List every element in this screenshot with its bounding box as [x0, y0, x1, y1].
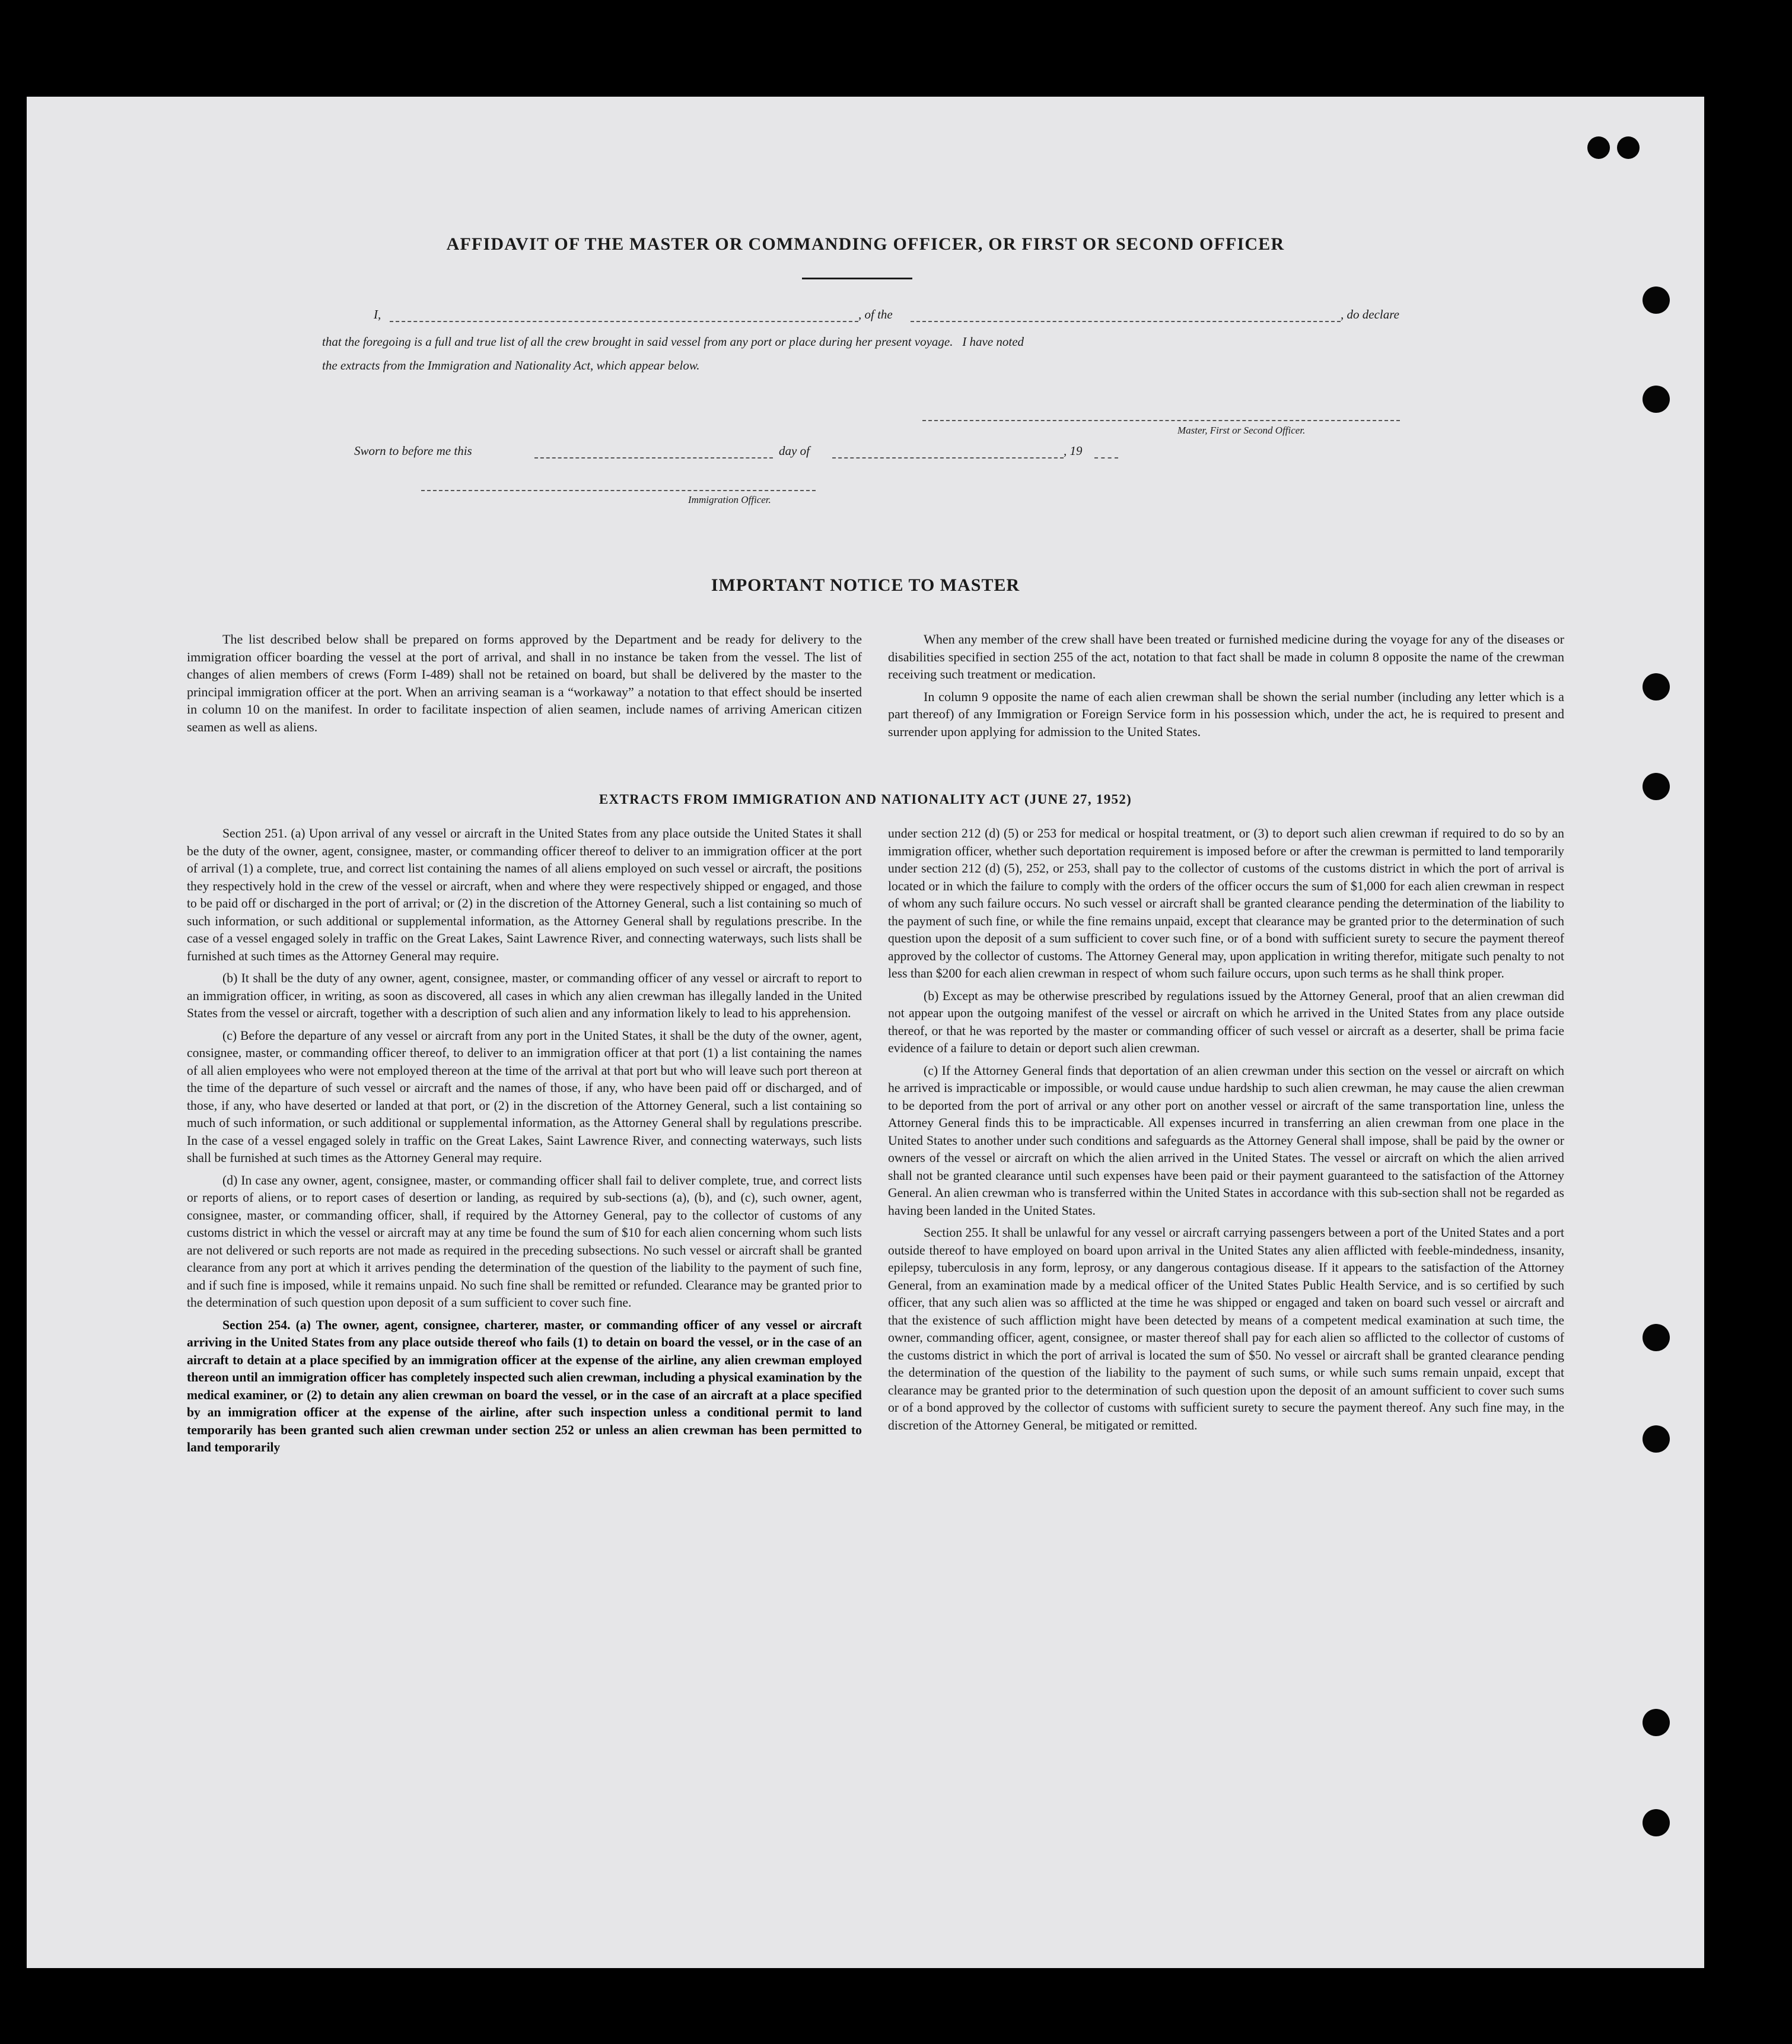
- section-251-d: (d) In case any owner, agent, consignee, master, or commanding officer shall fail to deliver complete, true, and correct lists or reports of aliens, or to report cases of desertion or landing, as required by sub-sections (a), (b), and (c), such owner, agent, consignee, master, or commanding officer, shall, if required by the Attorney General, pay to the collector of customs of any customs district in which the vessel or aircraft may at any time be found the sum of $10 for each alien concerning whom such lists are not delivered or such reports are not made as required in the preceding subsections. No such vessel or aircraft shall be granted clearance from any port at which it arrives pending the determination of the question of the liability to the payment of such fine, and if such fine is imposed, while it remains unpaid. No such fine shall be remitted or refunded. Clearance may be granted prior to the determination of such question upon deposit of a sum sufficient to cover such fine.: [187, 1173, 862, 1310]
- notice-right-paragraph-2: In column 9 opposite the name of each alien crewman shall be shown the serial number (including any letter which is a part thereof) of any Immigration or Foreign Service form in his possession which, under the act, he is required to present and surrender upon applying for admission to the United States.: [888, 689, 1564, 739]
- notice-right-paragraph-1: When any member of the crew shall have been treated or furnished medicine during the voyage for any of the diseases or disabilities specified in section 255 of the act, notation to that fact shall be made in column 8 opposite the name of the crewman receiving such treatment or medication.: [888, 632, 1564, 682]
- punch-hole: [1643, 286, 1670, 314]
- section-254-b: (b) Except as may be otherwise prescribed by regulations issued by the Attorney General, proof that an alien crewman did not appear upon the outgoing manifest of the vessel or aircraft on which he arrived in the United States from any place outside thereof, or that he was reported by the master or commanding officer of such vessel or aircraft as a deserter, shall be prima facie evidence of a failure to detain or deport such alien crewman.: [888, 988, 1564, 1055]
- section-251-a: Section 251. (a) Upon arrival of any vessel or aircraft in the United States from any place outside the United States it shall be the duty of the owner, agent, consignee, master, or commanding officer thereof to deliver to an immigration officer at the port of arrival (1) a complete, true, and correct list containing the names of all aliens employed on such vessel or aircraft, the positions they respectively hold in the crew of the vessel or aircraft, when and where they were respectively shipped or engaged, and those to be paid off or discharged in the port of arrival; or (2) in the discretion of the Attorney General, such a list containing so much of such information, or such additional or supplemental information, as the Attorney General shall by regulations prescribe. In the case of a vessel engaged solely in traffic on the Great Lakes, Saint Lawrence River, and connecting waterways, such lists shall be furnished at such times as the Attorney General may require.: [187, 826, 862, 963]
- punch-hole: [1643, 1425, 1670, 1453]
- punch-hole: [1617, 136, 1640, 159]
- section-251-c: (c) Before the departure of any vessel or aircraft from any port in the United States, it shall be the duty of the owner, agent, consignee, master, or commanding officer thereof, to deliver to an immigration officer at that port (1) a list containing the names of all alien employees who were not employed thereon at the time of the arrival at that port but who will leave such port thereon at the time of the departure of such vessel or aircraft and the names of those, if any, who have been paid off or discharged, and of those, if any, who have deserted or landed at that port, or (2) in the discretion of the Attorney General, such a list containing so much of such information, or such additional or supplemental information, as the Attorney General shall by regulations prescribe. In the case of a vessel engaged solely in traffic on the Great Lakes, Saint Lawrence River, and connecting waterways, such lists shall be furnished at such times as the Attorney General may require.: [187, 1028, 862, 1165]
- statement-line-1: that the foregoing is a full and true list of all the crew brought in said vessel from any port or place during her present voyage. I have noted: [322, 335, 1024, 349]
- notice-left-column: [187, 631, 862, 741]
- do-declare-label: , do declare: [1341, 307, 1399, 321]
- name-blank[interactable]: [390, 321, 858, 322]
- sworn-label: Sworn to before me this: [354, 444, 472, 458]
- punch-hole: [1587, 136, 1610, 159]
- master-signature-blank[interactable]: [922, 420, 1400, 421]
- affidavit-title: AFFIDAVIT OF THE MASTER OR COMMANDING OFFICER, OR FIRST OR SECOND OFFICER: [446, 234, 1285, 254]
- extracts-right-column: [888, 825, 1564, 1439]
- punch-hole: [1643, 386, 1670, 413]
- punch-hole: [1643, 1709, 1670, 1736]
- year-label: , 19: [1064, 444, 1083, 458]
- day-of-label: day of: [779, 444, 810, 458]
- form-page: [27, 97, 1704, 1968]
- statement-line-2: the extracts from the Immigration and Nationality Act, which appear below.: [322, 358, 700, 372]
- sworn-month-blank[interactable]: [832, 457, 1064, 459]
- of-the-label: , of the: [858, 307, 893, 321]
- extracts-left-column: [187, 825, 862, 1462]
- section-255: Section 255. It shall be unlawful for any vessel or aircraft carrying passengers between a port of the United States and a port outside thereof to have employed on board upon arrival in the United States any alien afflicted with feeble-mindedness, insanity, epilepsy, tuberculosis in any form, leprosy, or any dangerous contagious disease. If it appears to the satisfaction of the Attorney General, from an examination made by a medical officer of the United States Public Health Service, and is so certified by such officer, that any such alien was so afflicted at the time he was shipped or engaged and taken on board such vessel or aircraft and that the existence of such affliction might have been detected by means of a competent medical examination at such time, the owner, commanding officer, agent, consignee, or master thereof shall pay for each alien so afflicted to the collector of customs of the customs district in which the port of arrival is located the sum of $50. No vessel or aircraft shall be granted clearance pending the determination of the question of the liability to the payment of such sums, or while such sums remain unpaid, except that clearance may be granted prior to the determination of such question upon the deposit of an amount sufficient to cover such sums or of a bond approved by the collector of customs with sufficient surety to secure the payment thereof. Any such fine may, in the discretion of the Attorney General, be mitigated or remitted.: [888, 1225, 1564, 1432]
- section-251-b: (b) It shall be the duty of any owner, agent, consignee, master, or commanding officer of any vessel or aircraft to report to an immigration officer, in writing, as soon as discovered, all cases in which any alien crewman has illegally landed in the United States from the vessel or aircraft, together with a description of such alien and any information likely to lead to his apprehension.: [187, 971, 862, 1020]
- year-blank[interactable]: [1094, 457, 1118, 459]
- sworn-day-blank[interactable]: [534, 457, 773, 459]
- extracts-title: EXTRACTS FROM IMMIGRATION AND NATIONALITY ACT (JUNE 27, 1952): [599, 792, 1132, 807]
- punch-hole: [1643, 673, 1670, 701]
- title-rule: [802, 278, 912, 279]
- section-254-c: (c) If the Attorney General finds that deportation of an alien crewman under this section on the vessel or aircraft on which he arrived is impracticable or impossible, or would cause undue hardship to such alien crewman, he may cause the alien crewman to be deported from the port of arrival or any other port on another vessel or aircraft of the same transportation line, unless the Attorney General finds this to be impracticable. All expenses incurred in transferring an alien crewman from one place in the United States to another under such conditions and safeguards as the Attorney General shall impose, shall be paid by the owner or owners of the vessel or aircraft on which the alien arrived in the United States. The vessel or aircraft on which the alien arrived shall not be granted clearance until such expenses have been paid or their payment guaranteed to the satisfaction of the Attorney General. An alien crewman who is transferred within the United States in accordance with this sub-section shall not be regarded as having been landed in the United States.: [888, 1063, 1564, 1218]
- officer-signature-blank[interactable]: [421, 490, 816, 491]
- vessel-blank[interactable]: [911, 321, 1341, 322]
- i-label: I,: [374, 307, 381, 321]
- punch-hole: [1643, 1809, 1670, 1836]
- notice-right-column: [888, 631, 1564, 746]
- punch-hole: [1643, 1324, 1670, 1351]
- notice-left-paragraph: The list described below shall be prepared on forms approved by the Department and be ready for delivery to the immigration officer boarding the vessel at the port of arrival, and shall in no instance be taken from the vessel. The list of changes of alien members of crews (Form I-489) shall not be retained on board, but shall be delivered by the master to the principal immigration officer at the port. When an arriving seaman is a “workaway” a notation to that effect should be inserted in column 10 on the manifest. In order to facilitate inspection of alien seamen, include names of arriving American citizen seamen as well as aliens.: [187, 632, 862, 734]
- officer-caption: Immigration Officer.: [688, 494, 771, 505]
- master-caption: Master, First or Second Officer.: [1177, 425, 1306, 436]
- section-254-a: Section 254. (a) The owner, agent, consignee, charterer, master, or commanding officer of any vessel or aircraft arriving in the United States from any place outside thereof who fails (1) to detain on board the vessel, or in the case of an aircraft to detain at a place specified by an immigration officer at the expense of the airline, any alien crewman employed thereon until an immigration officer has completely inspected such alien crewman, including a physical examination by the medical examiner, or (2) to detain any alien crewman on board the vessel, or in the case of an aircraft at a place specified by an immigration officer at the expense of the airline, after such inspection unless a conditional permit to land temporarily has been granted such alien crewman under section 252 or unless an alien crewman has been permitted to land temporarily: [187, 1317, 862, 1454]
- notice-title: IMPORTANT NOTICE TO MASTER: [711, 575, 1020, 595]
- section-254-a-continued: under section 212 (d) (5) or 253 for medical or hospital treatment, or (3) to deport such alien crewman if required to do so by an immigration officer, whether such deportation requirement is imposed before or after the crewman is permitted to land temporarily under section 212 (d) (5), 252, or 253, shall pay to the collector of customs of the customs district in which the port of arrival is located or in which the failure to comply with the orders of the officer occurs the sum of $1,000 for each alien crewman in respect of whom any such failure occurs. No such vessel or aircraft shall be granted clearance pending the determination of the liability to the payment of such fine, or while the fine remains unpaid, except that clearance may be granted prior to the determination of such question upon the deposit of a sum sufficient to cover such fine, or of a bond with sufficient surety to secure the payment thereof approved by the collector of customs. The Attorney General may, upon application in writing therefor, mitigate such penalty to not less than $200 for each alien crewman in respect of whom such failure occurs, upon such terms as he shall think proper.: [888, 826, 1564, 980]
